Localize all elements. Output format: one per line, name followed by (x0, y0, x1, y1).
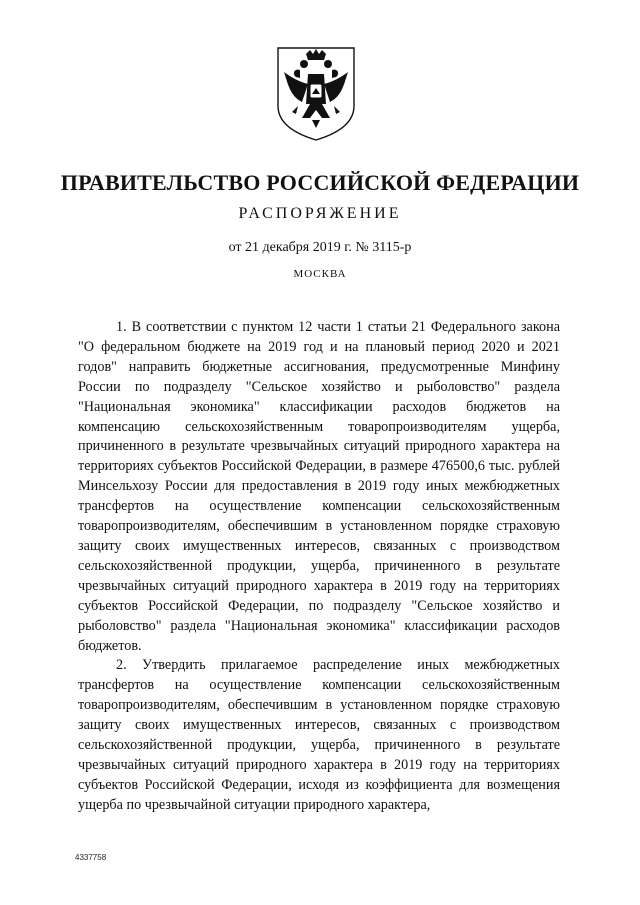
paragraph-2: 2. Утвердить прилагаемое распределение иных межбюджетных трансфертов на осуществление компенсации сельскохозяйственным товаропроизводителям, обеспечившим в установленном порядке страховую защиту своих имущественных интересов, связанных с производством сельскохозяйственной продукции, ущерба, причиненного в результате чрезвычайных ситуаций природного характера в 2019 году на территориях субъектов Российской Федерации, исходя из коэффициента для возмещения ущерба по чрезвычайной ситуации природного характера, (78, 657, 560, 813)
paragraph-1: 1. В соответствии с пунктом 12 части 1 статьи 21 Федерального закона "О федеральном бюджете на 2019 год и на плановый период 2020 и 2021 годов" направить бюджетные ассигнования, предусмотренные Минфину России по подразделу "Сельское хозяйство и рыболовство" раздела "Национальная экономика" классификации расходов бюджетов на компенсацию сельскохозяйственным товаропроизводителям ущерба, причиненного в результате чрезвычайных ситуаций природного характера на территориях субъектов Российской Федерации, в размере 476500,6 тыс. рублей Минсельхозу России для предоставления в 2019 году иных межбюджетных трансфертов на осуществление компенсации сельскохозяйственным товаропроизводителям, обеспечившим в установленном порядке страховую защиту своих имущественных интересов, связанных с производством сельскохозяйственной продукции, ущерба, причиненного в результате чрезвычайных ситуаций природного характера в 2019 году на территориях субъектов Российской Федерации, по подразделу "Сельское хозяйство и рыболовство" раздела "Национальная экономика" классификации расходов бюджетов. (78, 319, 560, 654)
document-type: РАСПОРЯЖЕНИЕ (238, 205, 402, 222)
document-code: 4337758 (75, 853, 107, 862)
document-body (78, 318, 560, 816)
city-name: МОСКВА (293, 268, 347, 280)
government-title: ПРАВИТЕЛЬСТВО РОССИЙСКОЙ ФЕДЕРАЦИИ (60, 170, 580, 195)
date-and-number: от 21 декабря 2019 г. № 3115-р (228, 240, 412, 255)
coat-of-arms-icon (274, 44, 358, 142)
